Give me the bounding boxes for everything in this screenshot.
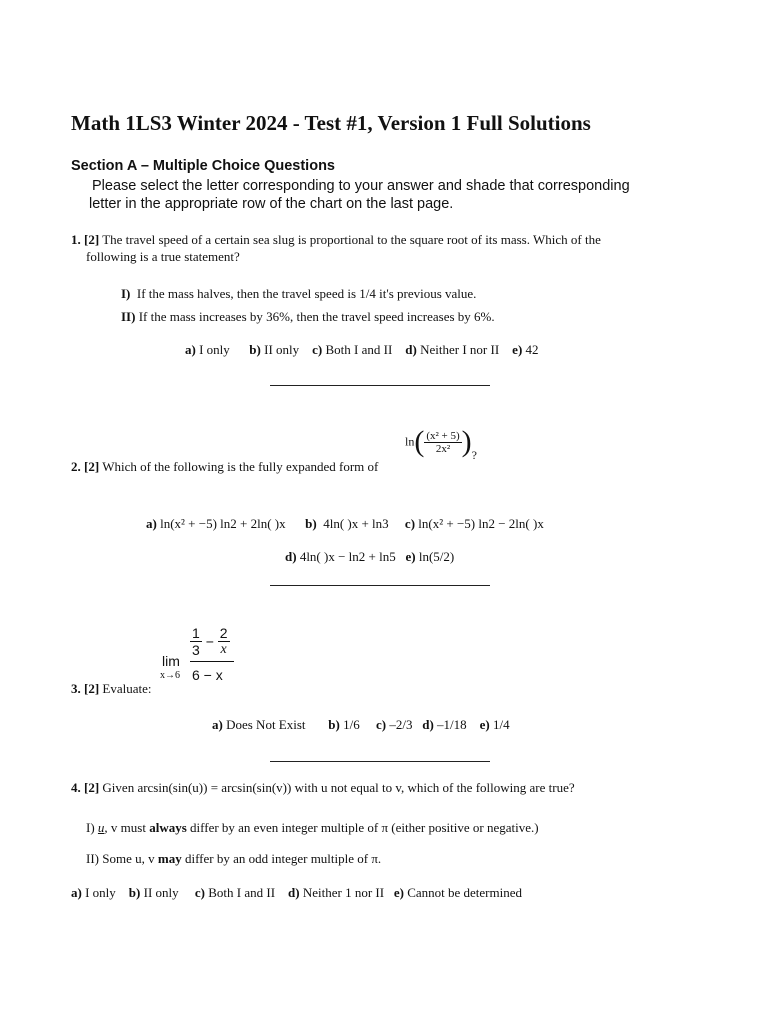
q3-points: [2] bbox=[84, 681, 100, 696]
q1-text-2: following is a true statement? bbox=[86, 249, 240, 264]
q4-option-c[interactable]: c) Both I and II bbox=[194, 885, 276, 900]
q3-line bbox=[71, 681, 152, 697]
section-heading: Section A – Multiple Choice Questions bbox=[71, 158, 335, 174]
q4-s2-bold: may bbox=[157, 851, 182, 866]
q3-option-c[interactable]: c) –2/3 bbox=[375, 717, 413, 732]
q2-expr-numerator: (x² + 5) bbox=[426, 429, 460, 442]
q4-option-d[interactable]: d) Neither 1 nor II bbox=[288, 885, 385, 900]
q3-text: Evaluate: bbox=[102, 681, 152, 696]
q1-s1-label: I) bbox=[121, 286, 131, 301]
q2-options-row-2 bbox=[285, 549, 454, 565]
q2-option-e[interactable]: e) ln(5/2) bbox=[405, 549, 455, 564]
q4-statement-2: II) Some u, v may differ by an odd integer multiple of π. bbox=[86, 851, 382, 866]
q4-statement-1: I) u, v must always differ by an even integer multiple of π (either positive or negative.) bbox=[86, 820, 539, 835]
q4-line bbox=[71, 780, 575, 796]
q3-answer-line bbox=[270, 761, 490, 762]
q1-s2-text: If the mass increases by 36%, then the travel speed increases by 6%. bbox=[138, 309, 495, 324]
q3-lim: lim bbox=[162, 653, 180, 669]
q1-option-d[interactable]: d) Neither I nor II bbox=[405, 342, 500, 357]
q2-option-c[interactable]: c) ln(x² + −5) ln2 − 2ln( )x bbox=[404, 516, 544, 531]
q3-limit-expression bbox=[162, 625, 252, 687]
q3-denominator: 6 − x bbox=[192, 667, 223, 683]
q2-option-b[interactable]: b) 4ln( )x + ln3 bbox=[305, 516, 389, 531]
q1-option-e[interactable]: e) 42 bbox=[512, 342, 539, 357]
q4-text: Given arcsin(sin(u)) = arcsin(sin(v)) with u not equal to v, which of the following are true? bbox=[102, 780, 575, 795]
q2-points: [2] bbox=[84, 459, 100, 474]
q2-option-a[interactable]: a) ln(x² + −5) ln2 + 2ln( )x bbox=[146, 516, 286, 531]
q3-minus: − bbox=[205, 633, 214, 650]
instructions-line-2: letter in the appropriate row of the chart on the last page. bbox=[89, 196, 454, 212]
q1-options bbox=[185, 342, 539, 358]
q4-points: [2] bbox=[84, 780, 100, 795]
q3-top-a-den: 3 bbox=[192, 642, 200, 658]
q3-number: 3. bbox=[71, 681, 81, 696]
q3-lim-subscript: x→6 bbox=[160, 670, 180, 681]
q2-line bbox=[71, 459, 378, 475]
q1-answer-line bbox=[270, 385, 490, 386]
q3-top-b-num: 2 bbox=[219, 625, 228, 641]
q1-line-1 bbox=[71, 232, 601, 248]
q4-s1-bold: always bbox=[149, 820, 187, 835]
q2-answer-line bbox=[270, 585, 490, 586]
q4-option-b[interactable]: b) II only bbox=[128, 885, 179, 900]
q3-top-b-den: x bbox=[220, 642, 227, 657]
q1-number: 1. bbox=[71, 232, 81, 247]
q4-number: 4. bbox=[71, 780, 81, 795]
q3-top-a-num: 1 bbox=[192, 625, 200, 641]
q4-option-a[interactable]: a) I only bbox=[71, 885, 116, 900]
instructions-line-1: Please select the letter corresponding to your answer and shade that corresponding bbox=[92, 178, 630, 194]
q1-option-c[interactable]: c) Both I and II bbox=[312, 342, 393, 357]
q3-option-a[interactable]: a) Does Not Exist bbox=[212, 717, 306, 732]
q3-option-e[interactable]: e) 1/4 bbox=[479, 717, 510, 732]
q1-points: [2] bbox=[84, 232, 100, 247]
q4-options bbox=[71, 885, 522, 901]
q1-statement-1 bbox=[121, 286, 476, 302]
q2-text: Which of the following is the fully expanded form of bbox=[102, 459, 379, 474]
q3-main-fraction-bar bbox=[190, 661, 234, 662]
q1-option-b[interactable]: b) II only bbox=[249, 342, 300, 357]
q1-statement-2 bbox=[121, 309, 495, 325]
q2-number: 2. bbox=[71, 459, 81, 474]
q1-text-1: The travel speed of a certain sea slug is proportional to the square root of its mass. Which of the bbox=[102, 232, 601, 247]
q1-option-a[interactable]: a) I only bbox=[185, 342, 230, 357]
q2-expr-denominator: 2x² bbox=[435, 442, 451, 455]
q4-option-e[interactable]: e) Cannot be determined bbox=[393, 885, 522, 900]
q2-expr-ln: ln bbox=[405, 434, 415, 449]
q3-options bbox=[212, 717, 510, 733]
page-title: Math 1LS3 Winter 2024 - Test #1, Version 1 Full Solutions bbox=[71, 111, 591, 135]
q2-expression: ln( $\frac{\text{(x² + 5)}}{\text{2x²}}$ )? bbox=[405, 425, 477, 462]
q3-option-b[interactable]: b) 1/6 bbox=[328, 717, 360, 732]
q2-question-mark: ? bbox=[471, 447, 477, 462]
q3-option-d[interactable]: d) –1/18 bbox=[422, 717, 467, 732]
q1-s2-label: II) bbox=[121, 309, 136, 324]
q2-options-row-1 bbox=[146, 516, 544, 532]
q1-s1-text: If the mass halves, then the travel speed is 1/4 it's previous value. bbox=[136, 286, 477, 301]
q4-s1-u: u bbox=[97, 820, 105, 835]
q2-option-d[interactable]: d) 4ln( )x − ln2 + ln5 bbox=[285, 549, 396, 564]
